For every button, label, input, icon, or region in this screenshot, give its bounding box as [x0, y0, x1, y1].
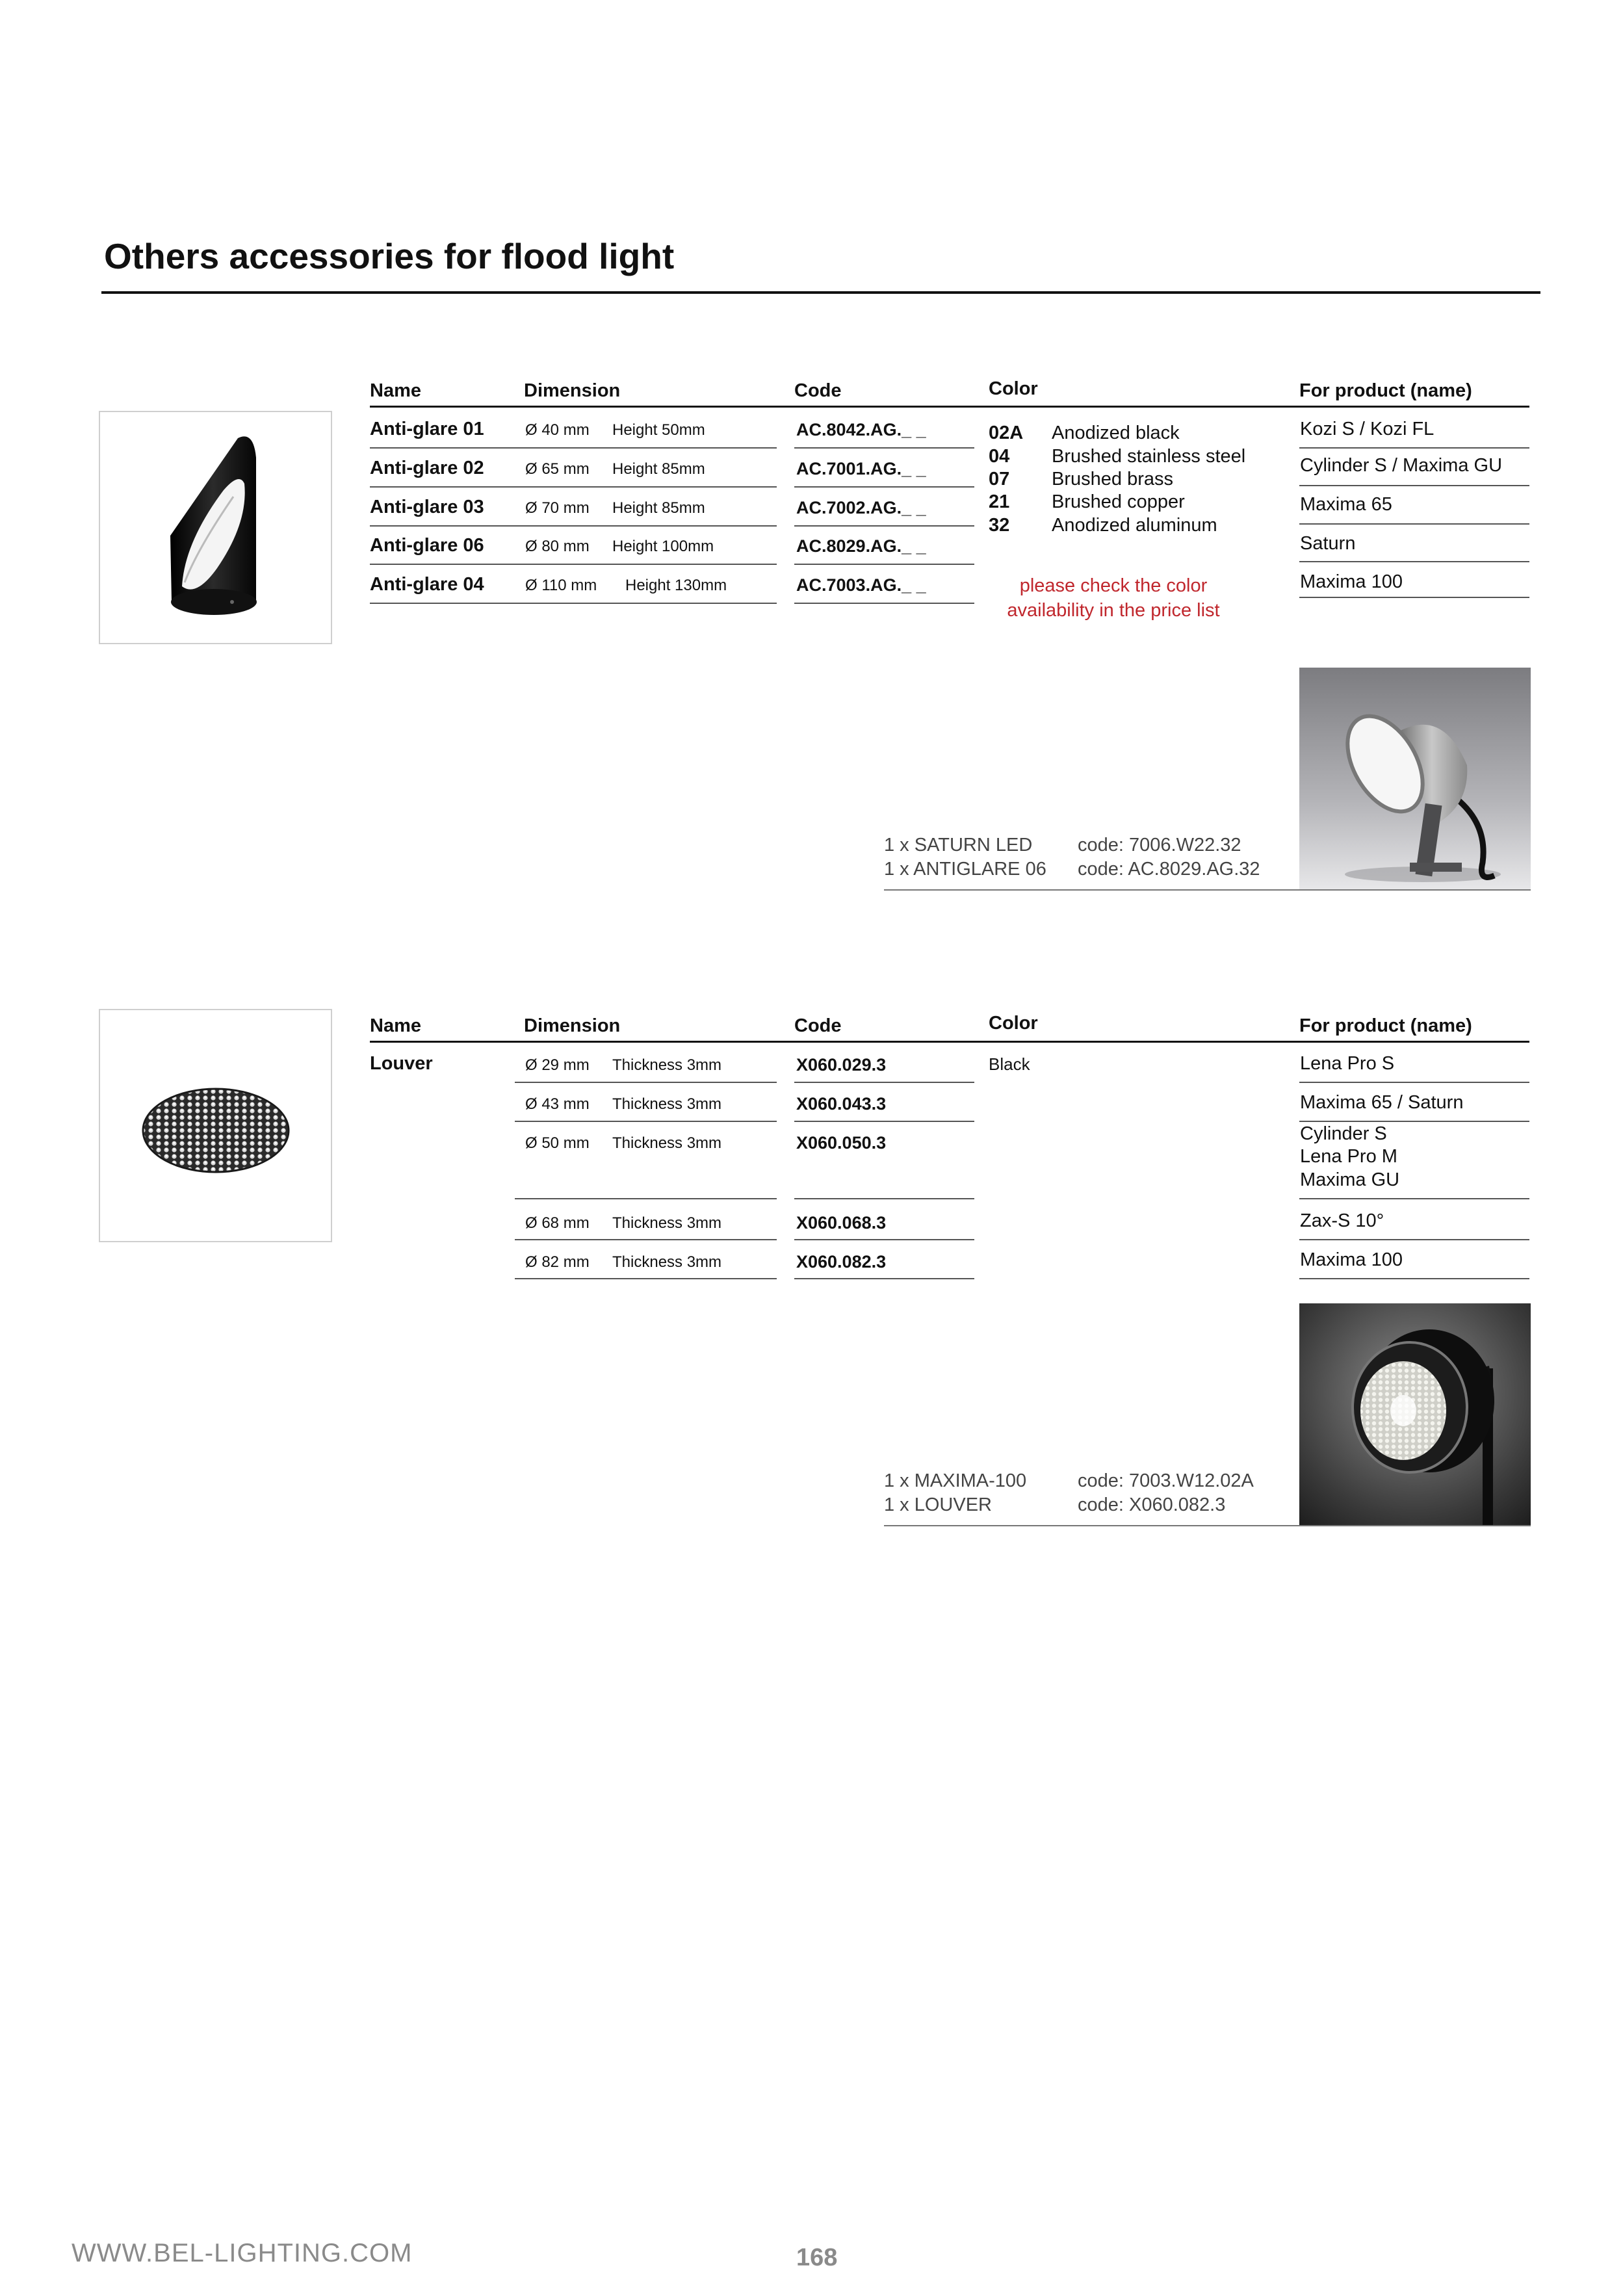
header-rule [370, 1041, 1529, 1043]
color-label-brushed-copper: Brushed copper [1052, 491, 1185, 512]
footer-website: WWW.BEL-LIGHTING.COM [71, 2239, 413, 2267]
color-note-line2: availability in the price list [1007, 600, 1220, 621]
maxima-example-photo [1299, 1303, 1531, 1526]
louver-row4-code: X060.068.3 [796, 1213, 887, 1233]
row1-diameter: Ø 40 mm [525, 421, 590, 439]
row5-product: Maxima 100 [1300, 571, 1403, 592]
product-rule [1299, 1121, 1529, 1122]
code-rule [794, 1239, 974, 1240]
combo2-item1: 1 x MAXIMA-100 [884, 1470, 1027, 1491]
louver-row2-product: Maxima 65 / Saturn [1300, 1092, 1464, 1113]
product-rule [1299, 1278, 1529, 1279]
louver-row4-thickness: Thickness 3mm [612, 1214, 722, 1232]
row5-name: Anti-glare 04 [370, 574, 484, 595]
row1-code: AC.8042.AG._ _ [796, 420, 926, 439]
combo2-code1: code: 7003.W12.02A [1078, 1470, 1254, 1491]
row4-diameter: Ø 80 mm [525, 538, 590, 555]
louver-row3-product-2: Lena Pro M [1300, 1146, 1397, 1167]
saturn-led-image [1299, 668, 1531, 891]
dim-rule [515, 1198, 777, 1199]
saturn-example-photo [1299, 668, 1531, 891]
product-rule [1299, 485, 1529, 486]
color-code-07: 07 [989, 469, 1010, 489]
louver-name: Louver [370, 1053, 433, 1074]
color-label-anodized-black: Anodized black [1052, 423, 1180, 443]
product-rule [1299, 447, 1529, 449]
product-rule [1299, 1082, 1529, 1083]
louver-row5-code: X060.082.3 [796, 1252, 887, 1272]
louver-photo [99, 1009, 332, 1242]
header-color: Color [989, 1013, 1038, 1034]
louver-row1-diameter: Ø 29 mm [525, 1056, 590, 1074]
title-divider [101, 291, 1540, 294]
header-name: Name [370, 380, 421, 401]
row3-code: AC.7002.AG._ _ [796, 498, 926, 517]
code-rule [794, 1121, 974, 1122]
louver-row1-code: X060.029.3 [796, 1055, 887, 1075]
combo1-code2: code: AC.8029.AG.32 [1078, 859, 1260, 880]
combo1-code1: code: 7006.W22.32 [1078, 835, 1241, 855]
row3-name: Anti-glare 03 [370, 497, 484, 517]
code-rule [794, 1278, 974, 1279]
row2-product: Cylinder S / Maxima GU [1300, 455, 1503, 476]
louver-color: Black [989, 1054, 1030, 1074]
color-code-21: 21 [989, 491, 1010, 512]
louver-row3-diameter: Ø 50 mm [525, 1134, 590, 1152]
row1-name: Anti-glare 01 [370, 419, 484, 439]
code-rule [794, 564, 974, 565]
code-rule [794, 1198, 974, 1199]
row2-height: Height 85mm [612, 460, 705, 478]
name-dim-rule [370, 564, 777, 565]
header-name: Name [370, 1015, 421, 1036]
louver-row2-diameter: Ø 43 mm [525, 1095, 590, 1113]
product-rule [1299, 523, 1529, 525]
code-rule [794, 486, 974, 488]
color-code-32: 32 [989, 515, 1010, 536]
anti-glare-photo [99, 411, 332, 644]
louver-row1-thickness: Thickness 3mm [612, 1056, 722, 1074]
louver-row5-diameter: Ø 82 mm [525, 1253, 590, 1271]
code-rule [794, 1082, 974, 1083]
row4-code: AC.8029.AG._ _ [796, 536, 926, 556]
color-note-line1: please check the color [1019, 575, 1208, 596]
product-rule [1299, 597, 1529, 598]
louver-row3-thickness: Thickness 3mm [612, 1134, 722, 1152]
row4-height: Height 100mm [612, 538, 714, 555]
row4-name: Anti-glare 06 [370, 535, 484, 556]
row2-diameter: Ø 65 mm [525, 460, 590, 478]
dim-rule [515, 1082, 777, 1083]
combo1-item2: 1 x ANTIGLARE 06 [884, 859, 1046, 880]
dim-rule [515, 1121, 777, 1122]
header-dimension: Dimension [524, 1015, 621, 1036]
product-rule [1299, 561, 1529, 562]
header-rule [370, 406, 1529, 408]
louver-row4-product: Zax-S 10° [1300, 1210, 1384, 1231]
color-code-04: 04 [989, 446, 1010, 467]
louver-image [100, 1010, 331, 1241]
color-code-02a: 02A [989, 423, 1024, 443]
row3-product: Maxima 65 [1300, 494, 1392, 515]
combo2-code2: code: X060.082.3 [1078, 1494, 1226, 1515]
row2-name: Anti-glare 02 [370, 458, 484, 478]
dim-rule [515, 1239, 777, 1240]
color-label-brushed-stainless: Brushed stainless steel [1052, 446, 1246, 467]
combo2-rule [884, 1525, 1531, 1526]
combo1-item1: 1 x SATURN LED [884, 835, 1033, 855]
row1-height: Height 50mm [612, 421, 705, 439]
page-number: 168 [796, 2244, 838, 2271]
dim-rule [515, 1278, 777, 1279]
louver-row5-thickness: Thickness 3mm [612, 1253, 722, 1271]
row5-height: Height 130mm [625, 577, 727, 594]
name-dim-rule [370, 447, 777, 449]
louver-row4-diameter: Ø 68 mm [525, 1214, 590, 1232]
header-dimension: Dimension [524, 380, 621, 401]
product-rule [1299, 1198, 1529, 1199]
row5-code: AC.7003.AG._ _ [796, 575, 926, 595]
louver-row3-product-1: Cylinder S [1300, 1123, 1387, 1144]
page-title: Others accessories for flood light [104, 236, 675, 276]
louver-row5-product: Maxima 100 [1300, 1249, 1403, 1270]
louver-row1-product: Lena Pro S [1300, 1053, 1395, 1074]
row5-diameter: Ø 110 mm [525, 577, 597, 594]
louver-row3-code: X060.050.3 [796, 1133, 887, 1153]
row3-diameter: Ø 70 mm [525, 499, 590, 517]
code-rule [794, 603, 974, 604]
color-label-brushed-brass: Brushed brass [1052, 469, 1173, 489]
color-label-anodized-aluminum: Anodized aluminum [1052, 515, 1217, 536]
row2-code: AC.7001.AG._ _ [796, 459, 926, 478]
combo2-item2: 1 x LOUVER [884, 1494, 992, 1515]
louver-row3-product-3: Maxima GU [1300, 1169, 1400, 1190]
header-color: Color [989, 378, 1038, 399]
louver-row2-code: X060.043.3 [796, 1094, 887, 1114]
color-availability-note [957, 573, 1269, 623]
code-rule [794, 525, 974, 527]
header-code: Code [794, 1015, 842, 1036]
louver-row2-thickness: Thickness 3mm [612, 1095, 722, 1113]
combo1-rule [884, 889, 1531, 891]
row3-height: Height 85mm [612, 499, 705, 517]
row1-product: Kozi S / Kozi FL [1300, 419, 1435, 439]
name-dim-rule [370, 525, 777, 527]
anti-glare-image [100, 412, 331, 643]
header-code: Code [794, 380, 842, 401]
header-for-product: For product (name) [1299, 380, 1472, 401]
code-rule [794, 447, 974, 449]
name-dim-rule [370, 486, 777, 488]
row4-product: Saturn [1300, 533, 1356, 554]
product-rule [1299, 1239, 1529, 1240]
maxima-100-image [1299, 1303, 1531, 1526]
header-for-product: For product (name) [1299, 1015, 1472, 1036]
name-dim-rule [370, 603, 777, 604]
